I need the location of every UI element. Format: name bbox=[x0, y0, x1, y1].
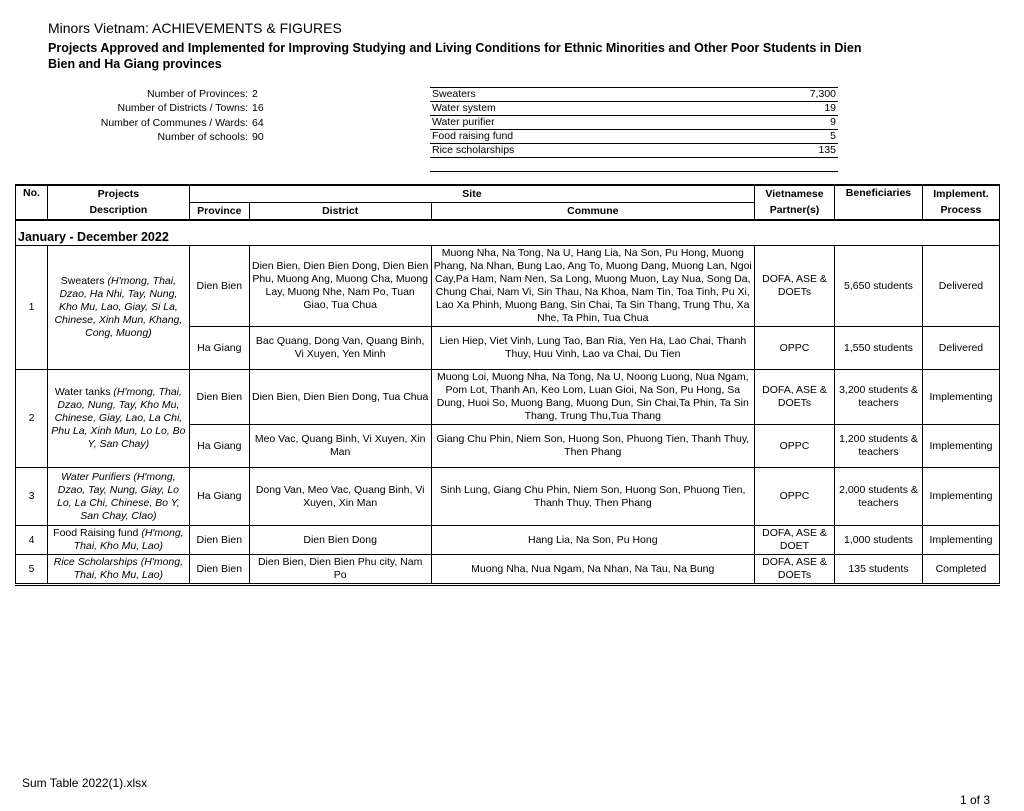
page-subtitle: Projects Approved and Implemented for Improving Studying and Living Conditions for Ethnic Minorities and Other Poor Students in Dien Bien and Ha Giang provinces bbox=[48, 41, 862, 71]
col-commune: Commune bbox=[431, 203, 755, 221]
site-province: Dien Bien bbox=[189, 246, 249, 327]
project-name: Water tanks bbox=[54, 386, 111, 398]
col-no: No. bbox=[16, 185, 48, 220]
item-qty: 9 bbox=[764, 116, 838, 130]
col-province: Province bbox=[189, 203, 249, 221]
site-process: Implementing bbox=[922, 425, 999, 468]
site-partner: OPPC bbox=[755, 468, 835, 526]
item-qty: 7,300 bbox=[764, 88, 838, 102]
footer-page-number: 1 of 3 bbox=[960, 793, 991, 807]
item-qty: 19 bbox=[764, 102, 838, 116]
site-district: Meo Vac, Quang Binh, Vi Xuyen, Xin Man bbox=[249, 425, 431, 468]
site-district: Dien Bien Dong bbox=[249, 526, 431, 555]
site-beneficiaries: 1,200 students & teachers bbox=[835, 425, 923, 468]
items-divider bbox=[430, 171, 838, 172]
stat-label: Number of Communes / Wards: bbox=[100, 116, 248, 129]
project-description bbox=[47, 526, 189, 555]
project-ethnic: (H'mong, Thai, Dzao, Ha Nhi, Tay, Nung, Kho Mu, Lao, Giay, Si La, Chinese, Xinh Mun, Khang, Cong, Muong) bbox=[54, 275, 183, 339]
summary-stats bbox=[60, 87, 264, 144]
site-district: Dien Bien, Dien Bien Dong, Dien Bien Phu, Muong Ang, Muong Cha, Muong Lay, Muong Nhe, Nam Po, Tuan Giao, Tua Chua bbox=[249, 246, 431, 327]
project-name: Rice Scholarships bbox=[53, 556, 138, 568]
item-name: Food raising fund bbox=[430, 130, 764, 144]
col-site: Site bbox=[189, 185, 754, 203]
item-name: Sweaters bbox=[430, 88, 764, 102]
items-row bbox=[430, 130, 838, 144]
site-beneficiaries: 5,650 students bbox=[835, 246, 923, 327]
stat-row bbox=[60, 130, 264, 144]
project-description bbox=[47, 370, 189, 468]
col-description: Description bbox=[47, 203, 189, 221]
items-summary-table bbox=[430, 87, 838, 158]
project-ethnic: (H'mong, Thai, Kho Mu, Lao) bbox=[73, 556, 184, 581]
table-row bbox=[16, 246, 1000, 327]
site-commune: Hang Lia, Na Son, Pu Hong bbox=[431, 526, 755, 555]
site-partner: DOFA, ASE & DOETs bbox=[755, 370, 835, 425]
stat-value: 2 bbox=[252, 88, 258, 100]
site-beneficiaries: 1,550 students bbox=[835, 327, 923, 370]
site-province: Ha Giang bbox=[189, 425, 249, 468]
item-name: Rice scholarships bbox=[430, 144, 764, 158]
project-ethnic: (H'mong, Thai, Kho Mu, Lao) bbox=[73, 527, 184, 552]
site-province: Ha Giang bbox=[189, 327, 249, 370]
site-partner: OPPC bbox=[755, 425, 835, 468]
project-description bbox=[47, 555, 189, 585]
project-no: 4 bbox=[16, 526, 48, 555]
project-name: Water Purifiers bbox=[61, 470, 131, 483]
site-process: Completed bbox=[922, 555, 999, 585]
stat-label: Number of schools: bbox=[157, 130, 248, 143]
stat-value: 64 bbox=[252, 116, 264, 129]
project-description bbox=[47, 468, 189, 526]
header-row bbox=[16, 185, 1000, 203]
page-title: Minors Vietnam: ACHIEVEMENTS & FIGURES bbox=[48, 20, 342, 36]
site-commune: Muong Nha, Nua Ngam, Na Nhan, Na Tau, Na Bung bbox=[431, 555, 755, 585]
site-district: Bac Quang, Dong Van, Quang Binh, Vi Xuyen, Yen Minh bbox=[249, 327, 431, 370]
site-district: Dien Bien, Dien Bien Dong, Tua Chua bbox=[249, 370, 431, 425]
col-projects: Projects bbox=[47, 185, 189, 203]
items-row bbox=[430, 102, 838, 116]
site-process: Implementing bbox=[922, 370, 999, 425]
project-no: 2 bbox=[16, 370, 48, 468]
item-qty: 5 bbox=[764, 130, 838, 144]
project-no: 5 bbox=[16, 555, 48, 585]
project-no: 1 bbox=[16, 246, 48, 370]
stat-row bbox=[60, 101, 264, 115]
site-partner: DOFA, ASE & DOET bbox=[755, 526, 835, 555]
stat-value: 90 bbox=[252, 130, 264, 143]
project-name: Sweaters bbox=[60, 275, 105, 287]
site-commune: Muong Nha, Na Tong, Na U, Hang Lia, Na Son, Pu Hong, Muong Phang, Na Nhan, Bung Lao, Ang To, Muong Dang, Muong Lan, Ngoi Cay,Pa Ham, Nam Nen, Sa Long, Muong Muon, Lay Nua, Song Da, Chung Chai, Nam Vi, Sin Thau, Na Khoa, Nam Tin, Toa Tinh, Pu Xi, Lao Xa Phinh, Muong Bang, Sin Chai, Ta Sin Thang, Trung Thu, Xa Nhe, Ta Phin, Tua Chua bbox=[431, 246, 755, 327]
section-row bbox=[16, 220, 1000, 246]
table-row bbox=[16, 555, 1000, 585]
projects-table bbox=[15, 184, 1000, 586]
site-province: Dien Bien bbox=[189, 555, 249, 585]
stat-row bbox=[60, 116, 264, 130]
site-beneficiaries: 135 students bbox=[835, 555, 923, 585]
items-row bbox=[430, 116, 838, 130]
project-description bbox=[47, 246, 189, 370]
site-partner: DOFA, ASE & DOETs bbox=[755, 246, 835, 327]
col-partners: Partner(s) bbox=[755, 203, 835, 221]
project-no: 3 bbox=[16, 468, 48, 526]
site-process: Implementing bbox=[922, 526, 999, 555]
project-name: Food Raising fund bbox=[53, 527, 139, 539]
site-province: Ha Giang bbox=[189, 468, 249, 526]
site-district: Dien Bien, Dien Bien Phu city, Nam Po bbox=[249, 555, 431, 585]
project-ethnic: (H'mong, Thai, Dzao, Nung, Tay, Kho Mu, Chinese, Giay, Lao, La Chi, Phu La, Xinh Mun, Lo Lo, Bo Y, San Chay) bbox=[51, 386, 186, 450]
site-beneficiaries: 2,000 students & teachers bbox=[835, 468, 923, 526]
col-district: District bbox=[249, 203, 431, 221]
site-beneficiaries: 1,000 students bbox=[835, 526, 923, 555]
project-ethnic: (H'mong, Dzao, Tay, Nung, Giay, Lo Lo, La Chi, Chinese, Bo Y, San Chay, Clao) bbox=[57, 470, 180, 522]
site-province: Dien Bien bbox=[189, 526, 249, 555]
item-name: Water system bbox=[430, 102, 764, 116]
site-process: Implementing bbox=[922, 468, 999, 526]
footer-filename: Sum Table 2022(1).xlsx bbox=[22, 776, 148, 790]
site-partner: DOFA, ASE & DOETs bbox=[755, 555, 835, 585]
site-commune: Sinh Lung, Giang Chu Phin, Niem Son, Huong Son, Phuong Tien, Thanh Thuy, Then Phang bbox=[431, 468, 755, 526]
col-partner: Vietnamese bbox=[755, 185, 835, 203]
section-title: January - December 2022 bbox=[16, 220, 1000, 246]
items-row bbox=[430, 88, 838, 102]
site-commune: Giang Chu Phin, Niem Son, Huong Son, Phuong Tien, Thanh Thuy, Then Phang bbox=[431, 425, 755, 468]
site-commune: Lien Hiep, Viet Vinh, Lung Tao, Ban Ria, Yen Ha, Lao Chai, Thanh Thuy, Huu Vinh, Lao va Chai, Du Tien bbox=[431, 327, 755, 370]
site-district: Dong Van, Meo Vac, Quang Binh, Vi Xuyen, Xin Man bbox=[249, 468, 431, 526]
site-beneficiaries: 3,200 students & teachers bbox=[835, 370, 923, 425]
table-row bbox=[16, 370, 1000, 425]
stat-label: Number of Districts / Towns: bbox=[117, 102, 248, 115]
item-name: Water purifier bbox=[430, 116, 764, 130]
site-partner: OPPC bbox=[755, 327, 835, 370]
site-process: Delivered bbox=[922, 327, 999, 370]
stat-label: Number of Provinces: bbox=[147, 88, 248, 100]
col-beneficiaries: Beneficiaries bbox=[835, 185, 923, 220]
site-province: Dien Bien bbox=[189, 370, 249, 425]
table-row bbox=[16, 468, 1000, 526]
item-qty: 135 bbox=[764, 144, 838, 158]
stat-row bbox=[60, 87, 264, 101]
site-process: Delivered bbox=[922, 246, 999, 327]
table-row bbox=[16, 526, 1000, 555]
col-process: Implement. bbox=[922, 185, 999, 203]
stat-value: 16 bbox=[252, 102, 264, 115]
col-process-sub: Process bbox=[922, 203, 999, 221]
site-commune: Muong Loi, Muong Nha, Na Tong, Na U, Noong Luong, Nua Ngam, Pom Lot, Thanh An, Keo Lom, Luan Gioi, Na Son, Pu Hong, Sa Dung, Huoi So, Muong Bang, Muong Dun, Sin Chai,Ta Phin, Ta Sin Thang, Trung Thu,Tua Thang bbox=[431, 370, 755, 425]
items-row bbox=[430, 144, 838, 158]
